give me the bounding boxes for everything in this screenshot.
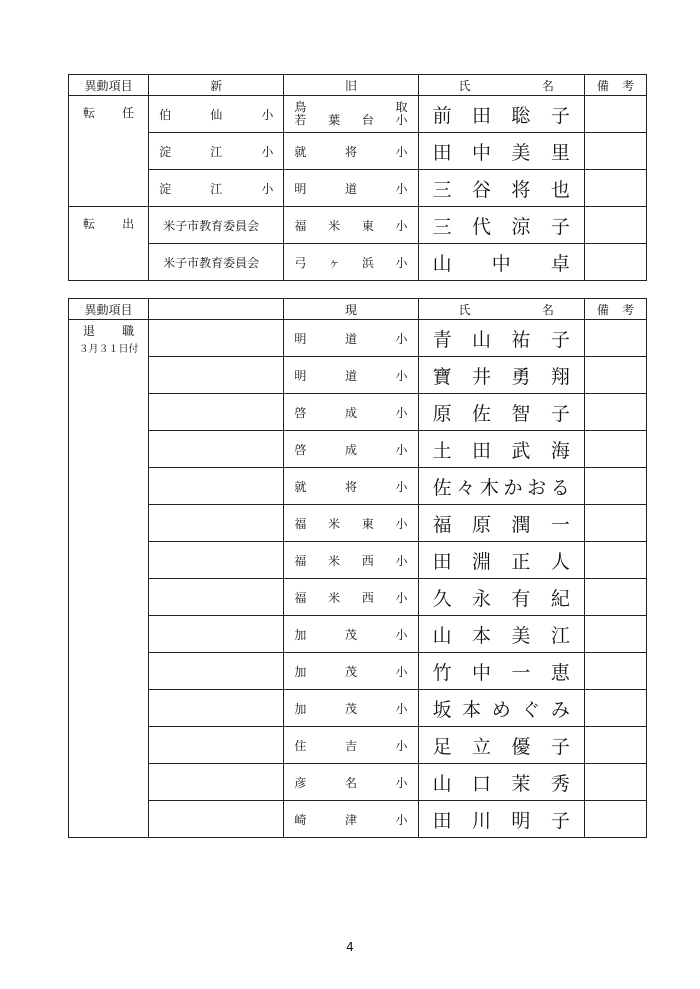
table-row [69,542,647,579]
current-school: 明 道 小 [284,320,418,357]
remark-cell [584,170,646,207]
table-row [69,764,647,801]
category-cell: 転 出 [69,207,149,281]
table-row [69,96,647,133]
current-school: 彦 名 小 [284,764,418,801]
person-name: 竹 中 一 恵 [418,653,584,690]
person-name: 山 中 卓 [418,244,584,281]
person-name: 田 中 美 里 [418,133,584,170]
transfer-table-header [69,75,647,96]
retirement-table-header [69,299,647,320]
remark-cell [584,616,646,653]
person-name: 坂 本 め ぐ み [418,690,584,727]
current-school: 啓 成 小 [284,431,418,468]
person-name: 三 谷 将 也 [418,170,584,207]
category-cell [69,320,149,838]
remark-cell [584,727,646,764]
old-school: 就 将 小 [284,133,418,170]
transfer-table [68,74,647,281]
category-cell: 転 任 [69,96,149,207]
remark-cell [584,320,646,357]
header-blank [149,299,284,320]
person-name: 三 代 涼 子 [418,207,584,244]
blank-cell [149,357,284,394]
person-name: 福 原 潤 一 [418,505,584,542]
current-school: 加 茂 小 [284,690,418,727]
table-row [69,170,647,207]
table-row [69,357,647,394]
table-row [69,690,647,727]
header-current: 現 [284,299,418,320]
table-row [69,207,647,244]
retirement-table [68,298,647,838]
person-name: 足 立 優 子 [418,727,584,764]
blank-cell [149,801,284,838]
remark-cell [584,505,646,542]
page-number: 4 [346,940,354,954]
category-label: 退 職 [83,324,135,338]
blank-cell [149,394,284,431]
person-name: 田 川 明 子 [418,801,584,838]
table-row [69,801,647,838]
header-remark: 備 考 [584,299,646,320]
new-school: 米子市教育委員会 [149,244,284,281]
table-row [69,394,647,431]
new-school: 淀 江 小 [149,170,284,207]
remark-cell [584,207,646,244]
new-school: 淀 江 小 [149,133,284,170]
blank-cell [149,616,284,653]
old-school: 弓 ヶ 浜 小 [284,244,418,281]
new-school: 伯 仙 小 [149,96,284,133]
person-name: 青 山 祐 子 [418,320,584,357]
old-school: 福 米 東 小 [284,207,418,244]
table-row [69,727,647,764]
header-name: 氏 名 [418,75,584,96]
person-name: 前 田 聡 子 [418,96,584,133]
table-row [69,468,647,505]
remark-cell [584,764,646,801]
remark-cell [584,690,646,727]
blank-cell [149,727,284,764]
current-school: 崎 津 小 [284,801,418,838]
current-school: 加 茂 小 [284,616,418,653]
blank-cell [149,505,284,542]
current-school: 就 将 小 [284,468,418,505]
header-new: 新 [149,75,284,96]
current-school: 明 道 小 [284,357,418,394]
remark-cell [584,394,646,431]
person-name: 田 淵 正 人 [418,542,584,579]
person-name: 佐 々 木 か お る [418,468,584,505]
blank-cell [149,653,284,690]
header-old: 旧 [284,75,418,96]
current-school: 啓 成 小 [284,394,418,431]
table-row [69,431,647,468]
blank-cell [149,468,284,505]
table-row [69,579,647,616]
remark-cell [584,542,646,579]
header-name: 氏 名 [418,299,584,320]
blank-cell [149,579,284,616]
table-row [69,616,647,653]
person-name: 土 田 武 海 [418,431,584,468]
current-school: 福 米 西 小 [284,579,418,616]
table-row [69,133,647,170]
table-row [69,244,647,281]
person-name: 久 永 有 紀 [418,579,584,616]
remark-cell [584,133,646,170]
category-date: ３月３１日付 [78,344,139,355]
old-school: 明 道 小 [284,170,418,207]
remark-cell [584,653,646,690]
table-row [69,505,647,542]
person-name: 山 本 美 江 [418,616,584,653]
remark-cell [584,468,646,505]
header-remark: 備 考 [584,75,646,96]
remark-cell [584,579,646,616]
table-row [69,653,647,690]
remark-cell [584,96,646,133]
header-category: 異 動 項 目 [69,75,149,96]
current-school: 福 米 東 小 [284,505,418,542]
blank-cell [149,764,284,801]
blank-cell [149,431,284,468]
person-name: 原 佐 智 子 [418,394,584,431]
current-school: 加 茂 小 [284,653,418,690]
remark-cell [584,801,646,838]
table-row [69,320,647,357]
blank-cell [149,542,284,579]
blank-cell [149,690,284,727]
old-school: 鳥 取 若 葉 台 小 [284,96,418,133]
remark-cell [584,431,646,468]
blank-cell [149,320,284,357]
current-school: 住 吉 小 [284,727,418,764]
current-school: 福 米 西 小 [284,542,418,579]
header-category: 異動項目 [69,299,149,320]
person-name: 寶 井 勇 翔 [418,357,584,394]
remark-cell [584,244,646,281]
person-name: 山 口 茉 秀 [418,764,584,801]
new-school: 米子市教育委員会 [149,207,284,244]
remark-cell [584,357,646,394]
